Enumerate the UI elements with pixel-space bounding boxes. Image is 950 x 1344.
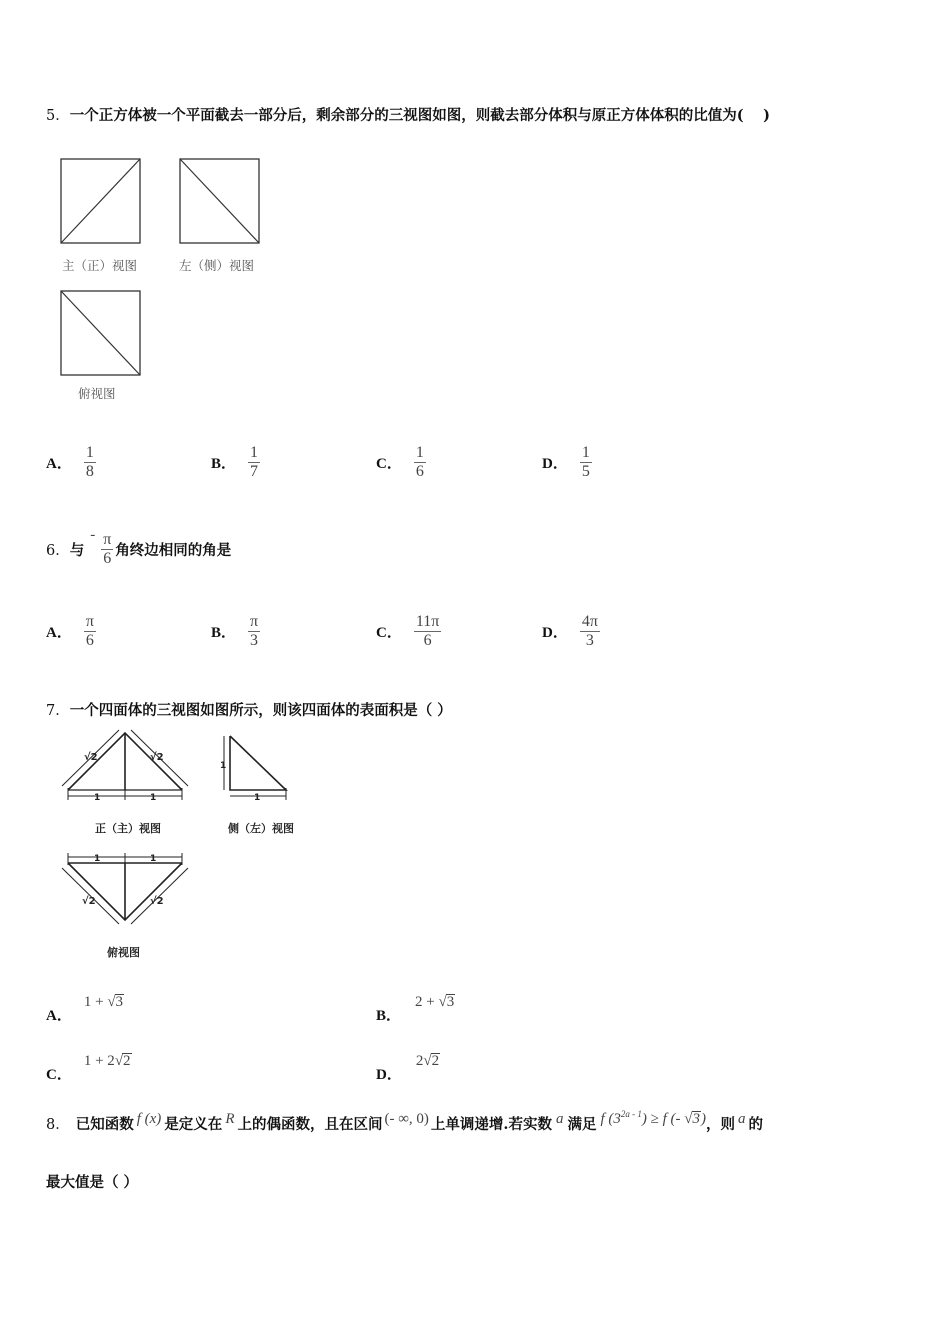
q7-option-d[interactable]: D． 2√2 bbox=[376, 1053, 440, 1083]
fraction: $\frac{4\pi}{3}$ bbox=[581, 613, 598, 650]
q5-top-view bbox=[61, 291, 140, 375]
q7-front-dim-slant-left: √2 bbox=[84, 752, 98, 763]
q7-option-b[interactable]: B． 2 + √3 bbox=[376, 994, 455, 1024]
q6-stem: 6． 与 - $\frac{\pi}{6}$ 角终边相同的角是 bbox=[46, 527, 232, 568]
q7-front-caption: 正（主）视图 bbox=[95, 822, 161, 835]
fraction: $\frac{1}{8}$ bbox=[85, 444, 94, 481]
q5-front-caption: 主（正）视图 bbox=[62, 258, 138, 273]
q5-option-b[interactable]: B． $\frac{1}{7}$ bbox=[211, 444, 259, 481]
q7-top-dim-slant-left: √2 bbox=[82, 896, 96, 907]
q6-option-b[interactable]: B． $\frac{\pi}{3}$ bbox=[211, 613, 259, 650]
q7-side-caption: 侧（左）视图 bbox=[228, 822, 294, 835]
q7-top-dim-left: 1 bbox=[94, 854, 101, 864]
q5-front-view bbox=[61, 159, 140, 243]
q7-front-dim-left: 1 bbox=[94, 793, 101, 803]
fraction: $\frac{1}{5}$ bbox=[581, 444, 590, 481]
q7-front-dim-slant-right: √2 bbox=[150, 752, 164, 763]
q5-side-caption: 左（侧）视图 bbox=[179, 258, 255, 273]
q7-side-dim-base: 1 bbox=[254, 793, 261, 803]
fraction: $\frac{\pi}{6}$ bbox=[85, 613, 94, 650]
q6-option-a[interactable]: A． $\frac{\pi}{6}$ bbox=[46, 613, 94, 650]
q7-front-view bbox=[62, 730, 188, 800]
q5-side-view bbox=[180, 159, 259, 243]
q5-option-c[interactable]: C． $\frac{1}{6}$ bbox=[376, 444, 424, 481]
q7-top-dim-slant-right: √2 bbox=[150, 896, 164, 907]
fraction: $\frac{1}{6}$ bbox=[415, 444, 424, 481]
q5-stem: 5．一个正方体被一个平面截去一部分后，剩余部分的三视图如图，则截去部分体积与原正方体体积的比值为( ) bbox=[46, 107, 770, 124]
q8-condition: f $(3^{2a - 1}) \ge f$ (- √3) bbox=[600, 1109, 707, 1127]
q7-top-caption: 俯视图 bbox=[107, 946, 140, 959]
q5-three-views-figure bbox=[55, 152, 285, 412]
q7-front-dim-right: 1 bbox=[150, 793, 157, 803]
q5-top-caption: 俯视图 bbox=[78, 386, 116, 401]
q7-top-view bbox=[62, 853, 188, 924]
q7-side-view bbox=[224, 736, 286, 800]
q7-side-dim-height: 1 bbox=[220, 761, 227, 771]
fraction: $\frac{11\pi}{6}$ bbox=[415, 613, 440, 650]
q7-three-views-figure bbox=[60, 728, 310, 960]
q5-option-a[interactable]: A． $\frac{1}{8}$ bbox=[46, 444, 94, 481]
fraction: $\frac{1}{7}$ bbox=[250, 444, 259, 481]
q8-stem-line2: 最大值是（ ） bbox=[46, 1174, 139, 1191]
q7-stem: 7．一个四面体的三视图如图所示，则该四面体的表面积是（ ） bbox=[46, 702, 452, 719]
q7-option-a[interactable]: A． 1 + √3 bbox=[46, 994, 124, 1024]
q6-option-d[interactable]: D． $\frac{4\pi}{3}$ bbox=[542, 613, 598, 650]
fraction: $\frac{\pi}{3}$ bbox=[250, 613, 259, 650]
q8-stem-line1: 8． 已知函数 f (x) 是定义在 R 上的偶函数，且在区间 (- ∞, 0) 上单调递增.若实数 a 满足 f $(3^{2a - 1}) \ge f$ (- √3) ，则 a 的 bbox=[46, 1109, 764, 1133]
q7-top-dim-right: 1 bbox=[150, 854, 157, 864]
q5-option-d[interactable]: D． $\frac{1}{5}$ bbox=[542, 444, 590, 481]
q7-option-c[interactable]: C． 1 + 2√2 bbox=[46, 1053, 131, 1083]
q6-option-c[interactable]: C． $\frac{11\pi}{6}$ bbox=[376, 613, 440, 650]
fraction: $\frac{\pi}{6}$ bbox=[103, 531, 112, 568]
